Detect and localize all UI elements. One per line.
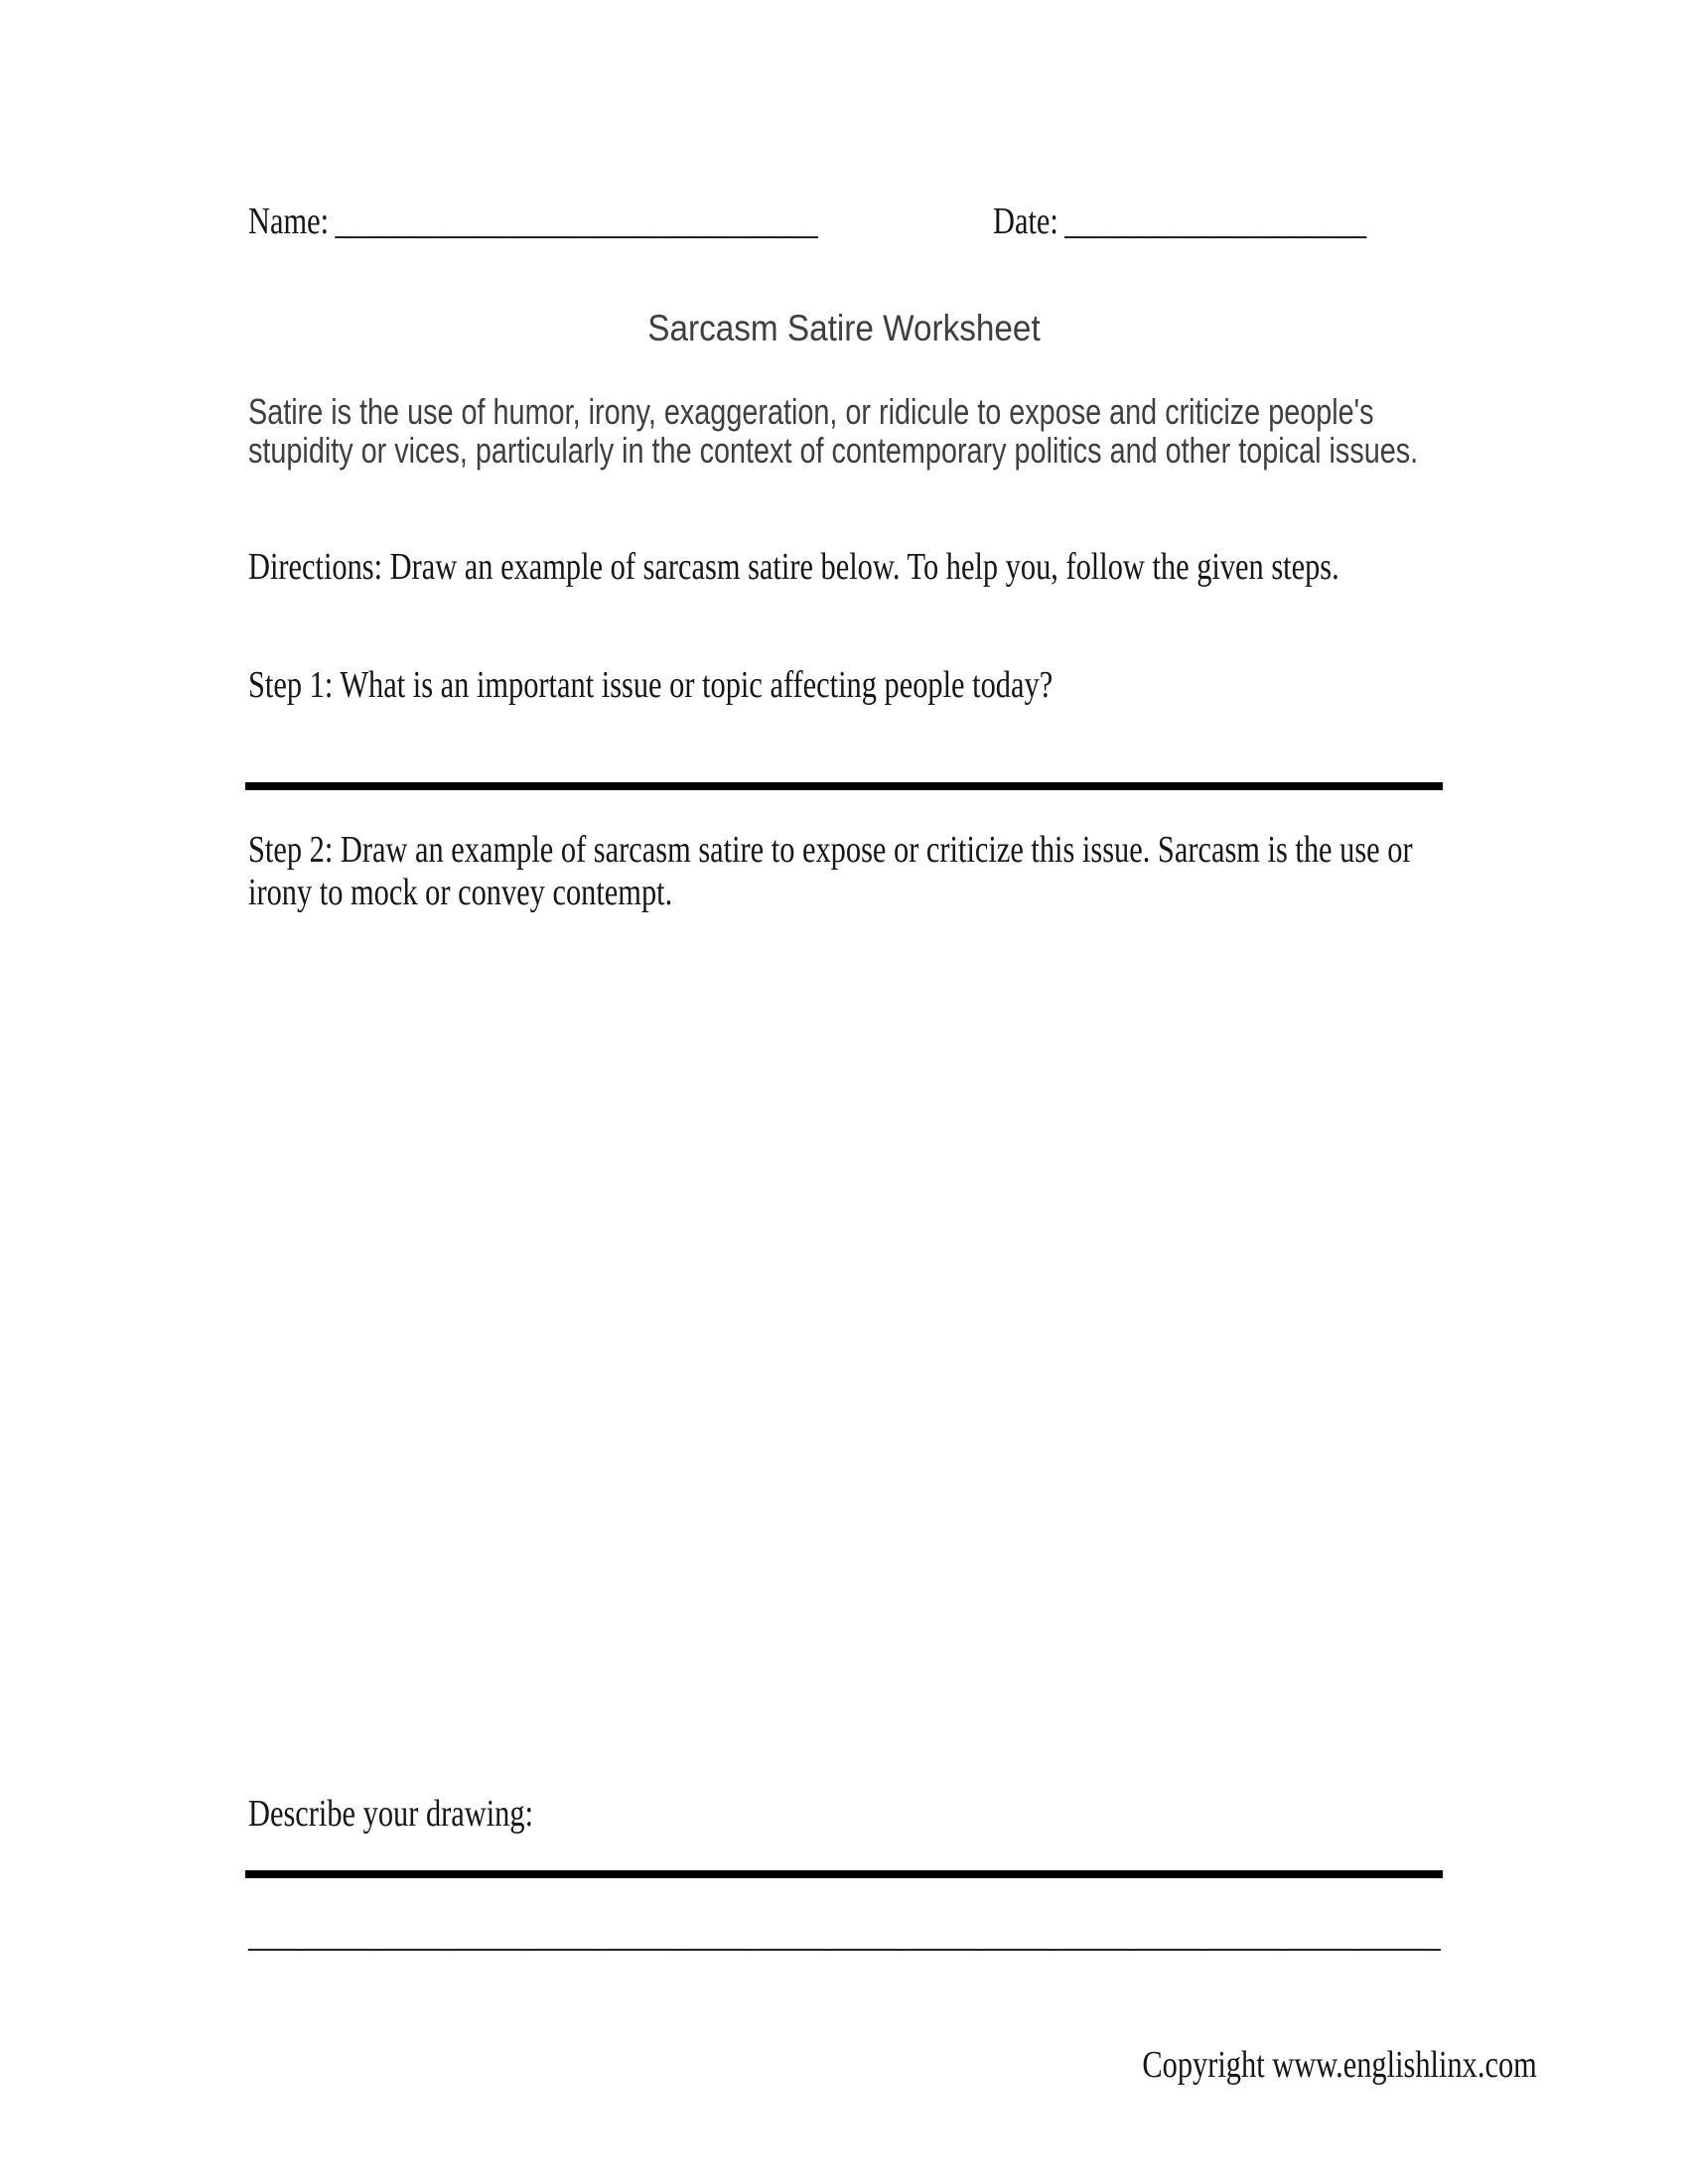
worksheet-title: Sarcasm Satire Worksheet (647, 308, 1041, 348)
describe-drawing-label: Describe your drawing: (248, 1793, 534, 1835)
date-field (993, 201, 1366, 243)
date-blank-line: ____________________ (1064, 201, 1367, 242)
name-label: Name: (248, 201, 330, 242)
copyright-text: Copyright www.englishlinx.com (1142, 2044, 1537, 2086)
directions-paragraph: Directions: Draw an example of sarcasm satire below. To help you, follow the given steps. (248, 546, 1339, 588)
drawing-area (248, 913, 1440, 1767)
step2-instructions: Step 2: Draw an example of sarcasm satire to expose or criticize this issue. Sarcasm is the use or irony to mock or convey contempt. (248, 829, 1413, 913)
name-field (248, 201, 818, 243)
describe-answer-blank-line: _______________________________________________________________________________ (248, 1913, 1441, 1955)
satire-definition-paragraph: Satire is the use of humor, irony, exaggeration, or ridicule to expose and criticize people's stupidity or vices, particularly in the context of contemporary politics and other topical issues. (248, 391, 1419, 471)
date-label: Date: (993, 201, 1058, 242)
name-blank-line: ________________________________ (335, 201, 818, 242)
step1-answer-rule (245, 782, 1443, 790)
describe-answer-rule (245, 1870, 1443, 1878)
step1-question: Step 1: What is an important issue or topic affecting people today? (248, 664, 1054, 706)
